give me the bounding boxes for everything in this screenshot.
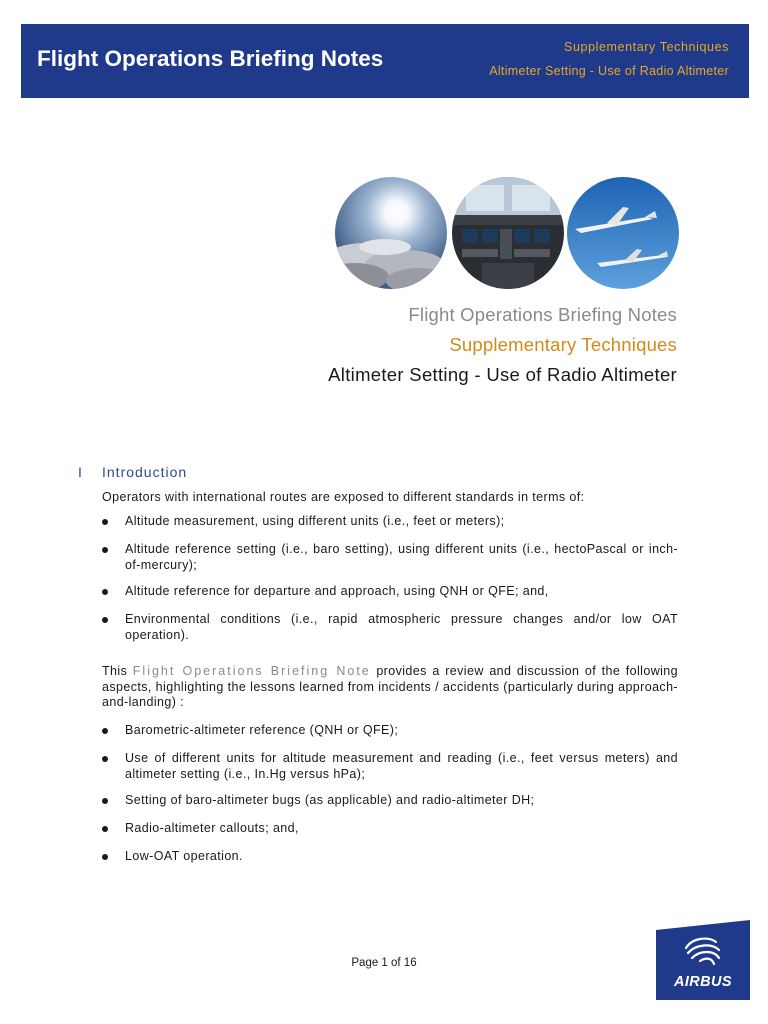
bullet-icon (102, 728, 108, 734)
list-item-text: Radio-altimeter callouts; and, (125, 821, 299, 835)
document-title-category: Supplementary Techniques (449, 334, 677, 355)
section-title: Introduction (102, 464, 188, 480)
bullet-icon (102, 547, 108, 553)
airbus-logo (656, 920, 750, 1000)
bullet-icon (102, 854, 108, 860)
bullet-icon (102, 826, 108, 832)
list-item-text: Use of different units for altitude measurement and reading (i.e., feet versus meters) and altimeter setting (i.e., In.Hg versus hPa); (125, 751, 678, 781)
list-item-text: Low-OAT operation. (125, 849, 243, 863)
aircraft-formation-photo (567, 177, 679, 289)
section-number: I (78, 464, 82, 480)
overview-paragraph-prefix: This (102, 664, 133, 678)
page-number: Page 1 of 16 (351, 957, 417, 969)
bullet-icon (102, 798, 108, 804)
list-item-text: Setting of baro-altimeter bugs (as applicable) and radio-altimeter DH; (125, 793, 535, 807)
header-title: Flight Operations Briefing Notes (37, 46, 384, 71)
document-title-topic: Altimeter Setting - Use of Radio Altimeter (328, 364, 677, 385)
bullet-icon (102, 617, 108, 623)
header-subtitle-topic: Altimeter Setting - Use of Radio Altimeter (489, 64, 729, 78)
overview-paragraph-suffix: provides a review and discussion of the following aspects, highlighting the lessons learned from incidents / accidents (particularly during approach-and-landing) : (102, 664, 679, 709)
overview-paragraph (102, 664, 678, 711)
bullet-icon (102, 519, 108, 525)
list-item-text: Environmental conditions (i.e., rapid atmospheric pressure changes and/or low OAT operation). (125, 612, 678, 642)
list-item-text: Barometric-altimeter reference (QNH or QFE); (125, 723, 399, 737)
overview-paragraph-highlight: Flight Operations Briefing Note (132, 664, 371, 678)
cockpit-photo (452, 177, 564, 289)
sky-clouds-photo (335, 177, 447, 289)
list-item-text: Altitude reference for departure and approach, using QNH or QFE; and, (125, 584, 549, 598)
header-subtitle-category: Supplementary Techniques (564, 40, 729, 54)
airbus-logo-text: AIRBUS (674, 974, 732, 990)
intro-paragraph: Operators with international routes are exposed to different standards in terms of: (102, 490, 585, 504)
document-title-series: Flight Operations Briefing Notes (408, 304, 677, 325)
list-item-text: Altitude measurement, using different units (i.e., feet or meters); (125, 514, 505, 528)
bullet-icon (102, 756, 108, 762)
list-item-text: Altitude reference setting (i.e., baro setting), using different units (i.e., hectoPascal or inch-of-mercury); (125, 542, 678, 572)
header-banner (21, 24, 749, 98)
bullet-icon (102, 589, 108, 595)
